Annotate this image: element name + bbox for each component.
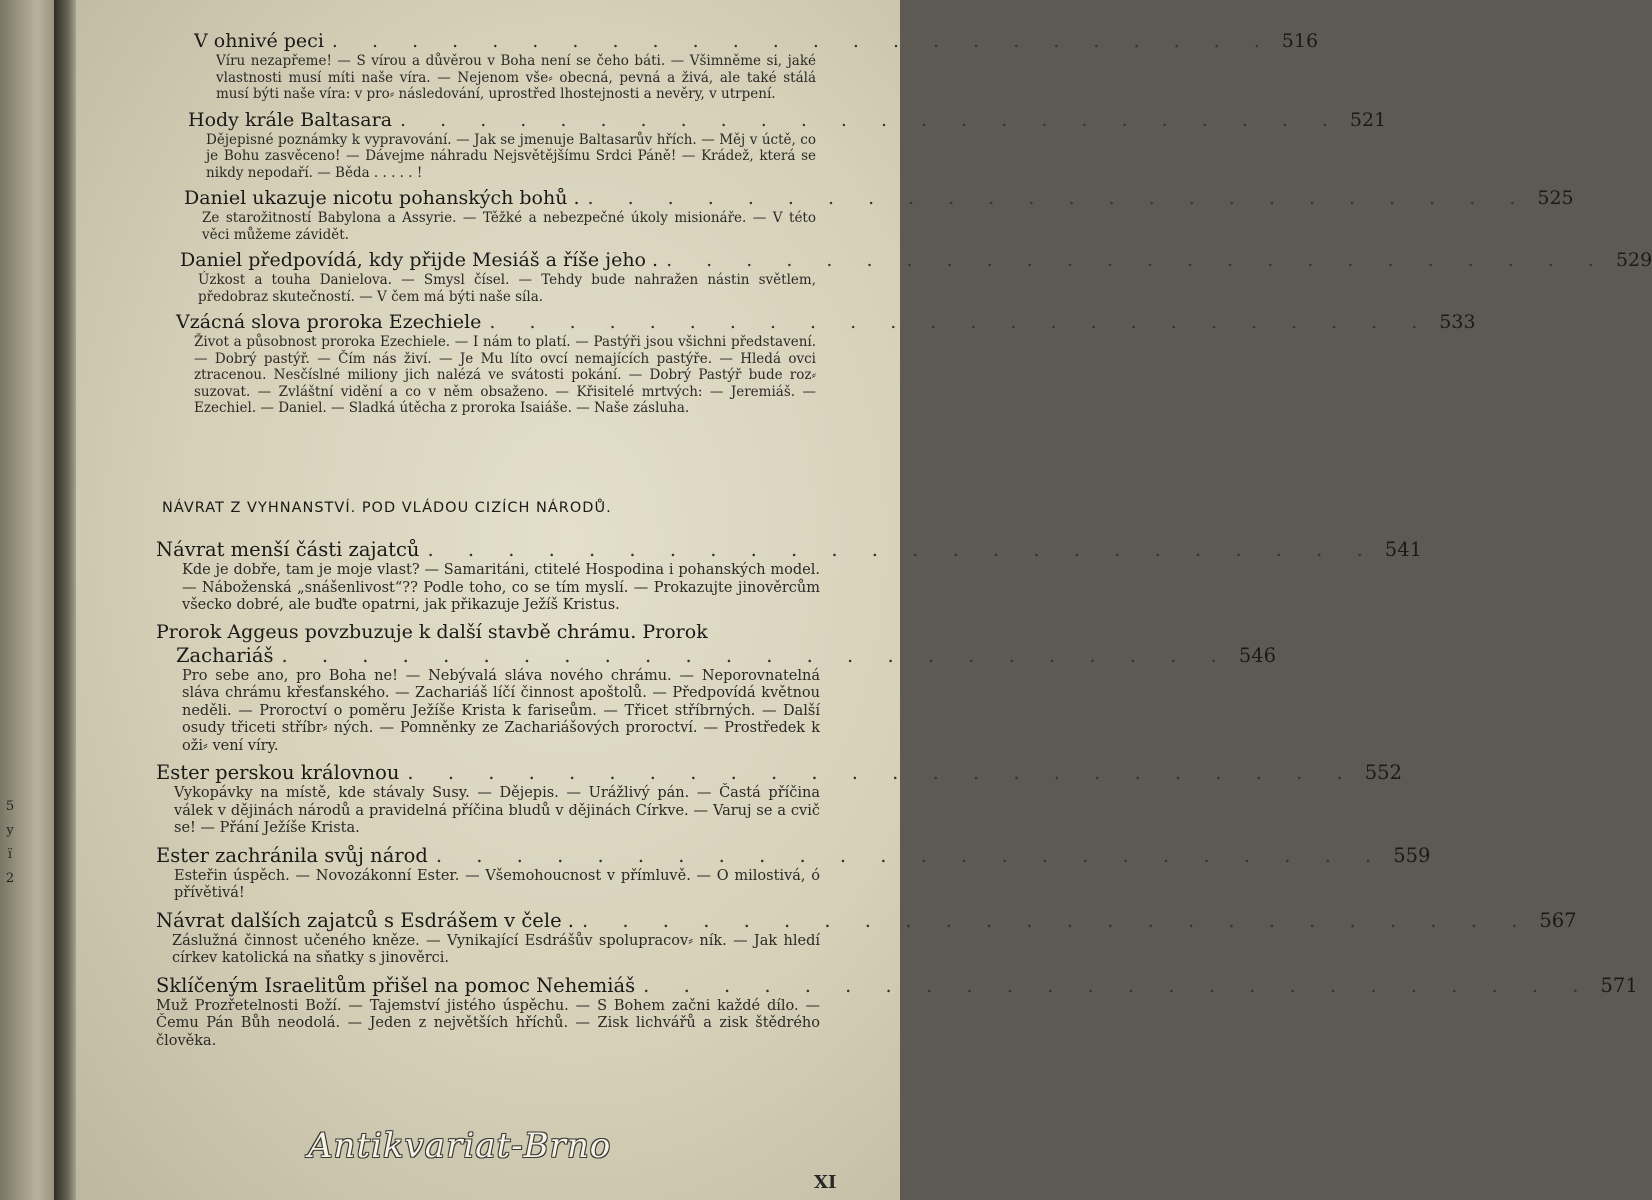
toc-entry-546 bbox=[156, 620, 1277, 756]
entry-title: Ester perskou královnou bbox=[156, 761, 400, 784]
toc-entry-559 bbox=[156, 843, 1431, 903]
entry-title: V ohnivé peci bbox=[194, 30, 324, 52]
entry-page-number: 559 bbox=[1393, 843, 1431, 867]
leader-dots: . . . . . . . . . . . . . . . . . . . . . . . . bbox=[587, 187, 1530, 209]
toc-entry-552 bbox=[156, 761, 1402, 838]
leader-dots: . . . . . . . . . . . . . . . . . . . . . . . . bbox=[582, 908, 1532, 932]
toc-entry-571 bbox=[156, 973, 1638, 1051]
entry-title-line1: Prorok Aggeus povzbuzuje k další stavbě chrámu. Prorok bbox=[156, 620, 708, 643]
entry-page-number: 552 bbox=[1364, 761, 1402, 784]
entry-description: Dějepisné poznámky k vypravování. — Jak se jmenuje Baltasarův hřích. — Měj v úctě, co je Bohu zasvěceno! — Dávejme náhradu Nejsvětějšímu Srdci Páně! — Krádež, která se nikdy nepodaří. — Běda . . . . . ! bbox=[206, 131, 816, 181]
margin-glyph: ï bbox=[7, 847, 13, 862]
entry-description: Pro sebe ano, pro Boha ne! — Nebývalá sláva nového chrámu. — Neporovnatelná sláva chrámu křesťanského. — Zachariáš líčí činnost apoštolů. — Předpovídá květnou neděli. — Proroctví o poměru Ježíše Krista k fariseům. — Třicet stříbrných. — Další osudy třiceti stříbr⸗ ných. — Pomněnky ze Zachariášových proroctví. — Prostředek k oži⸗ vení víry. bbox=[182, 667, 820, 754]
entry-page-number: 533 bbox=[1439, 311, 1476, 333]
entry-description: Vykopávky na místě, kde stávaly Susy. — Dějepis. — Urážlivý pán. — Častá příčina válek v dějinách národů a pravidelná příčina bludů v dějinách Církve. — Varuj se a cvič se! — Přání Ježíše Krista. bbox=[174, 785, 820, 836]
entry-title: Ester zachránila svůj národ bbox=[156, 843, 428, 867]
entry-page-number: 516 bbox=[1281, 30, 1319, 52]
toc-entry-533 bbox=[176, 311, 1476, 417]
entry-description: Záslužná činnost učeného kněze. — Vynikající Esdrášův spolupracov⸗ ník. — Jak hledí církev katolická na sňatky s jinověrci. bbox=[172, 932, 820, 966]
entry-page-number: 521 bbox=[1349, 108, 1387, 131]
table-of-contents-lower bbox=[156, 500, 1638, 1056]
entry-title: Návrat menší části zajatců bbox=[156, 538, 420, 561]
toc-entry-516 bbox=[176, 30, 1319, 103]
leader-dots: . . . . . . . . . . . . . . . . . . . . . . . . bbox=[331, 30, 1274, 52]
entry-title: Hody krále Baltasara bbox=[188, 108, 393, 131]
left-page-edge bbox=[0, 0, 62, 1200]
margin-glyph: 5 bbox=[5, 799, 15, 814]
watermark: Antikvariat-Brno bbox=[308, 1126, 612, 1166]
toc-entry-541 bbox=[156, 538, 1423, 615]
toc-entry-521 bbox=[176, 108, 1387, 182]
leader-dots: . . . . . . . . . . . . . . . . . . . . . . . . bbox=[407, 761, 1357, 784]
entry-page-number: 525 bbox=[1537, 187, 1574, 209]
entry-description: Muž Prozřetelnosti Boží. — Tajemství jistého úspěchu. — S Bohem začni každé dílo. — Čemu Pán Bůh neodolá. — Jeden z největších hříchů. — Zisk lichvářů a zisk štědrého člověka. bbox=[156, 997, 820, 1049]
entry-title: Daniel ukazuje nicotu pohanských bohů . bbox=[184, 187, 580, 209]
section-heading: NÁVRAT Z VYHNANSTVÍ. POD VLÁDOU CIZÍCH NÁRODŮ. bbox=[162, 500, 612, 516]
margin-glyph: 2 bbox=[5, 871, 15, 886]
margin-glyph: y bbox=[6, 823, 14, 838]
leader-dots: . . . . . . . . . . . . . . . . . . . . . . . . bbox=[400, 108, 1342, 131]
page-folio: XI bbox=[814, 1172, 837, 1193]
leader-dots: . . . . . . . . . . . . . . . . . . . . . . . . bbox=[643, 973, 1593, 997]
entry-description: Život a působnost proroka Ezechiele. — I nám to platí. — Pastýři jsou všichni představení. — Dobrý pastýř. — Čím nás živí. — Je Mu líto ovcí nemajících pastýře. — Hledá ovci ztracenou. Nesčíslné miliony jich nalézá ve svátosti pokání. — Dobrý Pastýř bude roz⸗ suzovat. — Zvláštní vidění a co v něm obsaženo. — Křisitelé mrtvých: — Jeremiáš. — Ezechiel. — Daniel. — Sladká útěcha z proroka Isaiáše. — Naše zásluha. bbox=[194, 334, 816, 416]
entry-description: Úzkost a touha Danielova. — Smysl čísel. — Tehdy bude nahražen nástin světlem, předobraz skutečností. — V čem má býti naše síla. bbox=[198, 272, 816, 305]
entry-page-number: 571 bbox=[1600, 973, 1638, 997]
entry-title-line2: Zachariáš bbox=[176, 643, 274, 667]
entry-description: Ze starožitností Babylona a Assyrie. — Těžké a nebezpečné úkoly misionáře. — V této věci můžeme závidět. bbox=[202, 210, 816, 243]
entry-page-number: 567 bbox=[1539, 908, 1577, 932]
leader-dots: . . . . . . . . . . . . . . . . . . . . . . . . bbox=[666, 249, 1608, 271]
entry-title: Návrat dalších zajatců s Esdrášem v čele . bbox=[156, 908, 575, 932]
book-page bbox=[76, 0, 1652, 1200]
toc-entry-529 bbox=[176, 249, 1652, 305]
entry-title: Sklíčeným Israelitům přišel na pomoc Nehemiáš bbox=[156, 973, 636, 997]
toc-entry-567 bbox=[156, 908, 1577, 968]
entry-page-number: 529 bbox=[1615, 249, 1652, 271]
entry-page-number: 546 bbox=[1238, 643, 1277, 667]
leader-dots: . . . . . . . . . . . . . . . . . . . . . . . . bbox=[281, 643, 1231, 667]
entry-title: Daniel předpovídá, kdy přijde Mesiáš a říše jeho . bbox=[180, 249, 659, 271]
entry-description: Víru nezapřeme! — S vírou a důvěrou v Boha není se čeho báti. — Všimněme si, jaké vlastnosti musí míti naše víra. — Nejenom vše⸗ obecná, pevná a živá, ale také stálá musí býti naše víra: v pro⸗ následování, uprostřed lhostejnosti a nevěry, v utrpení. bbox=[216, 53, 816, 102]
entry-description: Kde je dobře, tam je moje vlast? — Samaritáni, ctitelé Hospodina i pohanských model. — Náboženská „snášenlivost“?? Podle toho, co se tím myslí. — Prokazujte jinověrcům všecko dobré, ale buďte opatrni, jak přikazuje Ježíš Kristus. bbox=[182, 562, 820, 613]
entry-title: Vzácná slova proroka Ezechiele bbox=[176, 311, 482, 333]
left-margin-glyphs bbox=[3, 795, 17, 891]
toc-entry-525 bbox=[176, 187, 1574, 243]
table-of-contents bbox=[176, 30, 1652, 423]
leader-dots: . . . . . . . . . . . . . . . . . . . . . . . . bbox=[435, 843, 1386, 867]
leader-dots: . . . . . . . . . . . . . . . . . . . . . . . . bbox=[489, 311, 1432, 333]
entry-page-number: 541 bbox=[1384, 538, 1423, 561]
entry-description: Esteřin úspěch. — Novozákonní Ester. — Všemohoucnost v přímluvě. — O milostivá, ó přívětivá! bbox=[174, 867, 820, 901]
leader-dots: . . . . . . . . . . . . . . . . . . . . . . . . bbox=[427, 538, 1377, 561]
